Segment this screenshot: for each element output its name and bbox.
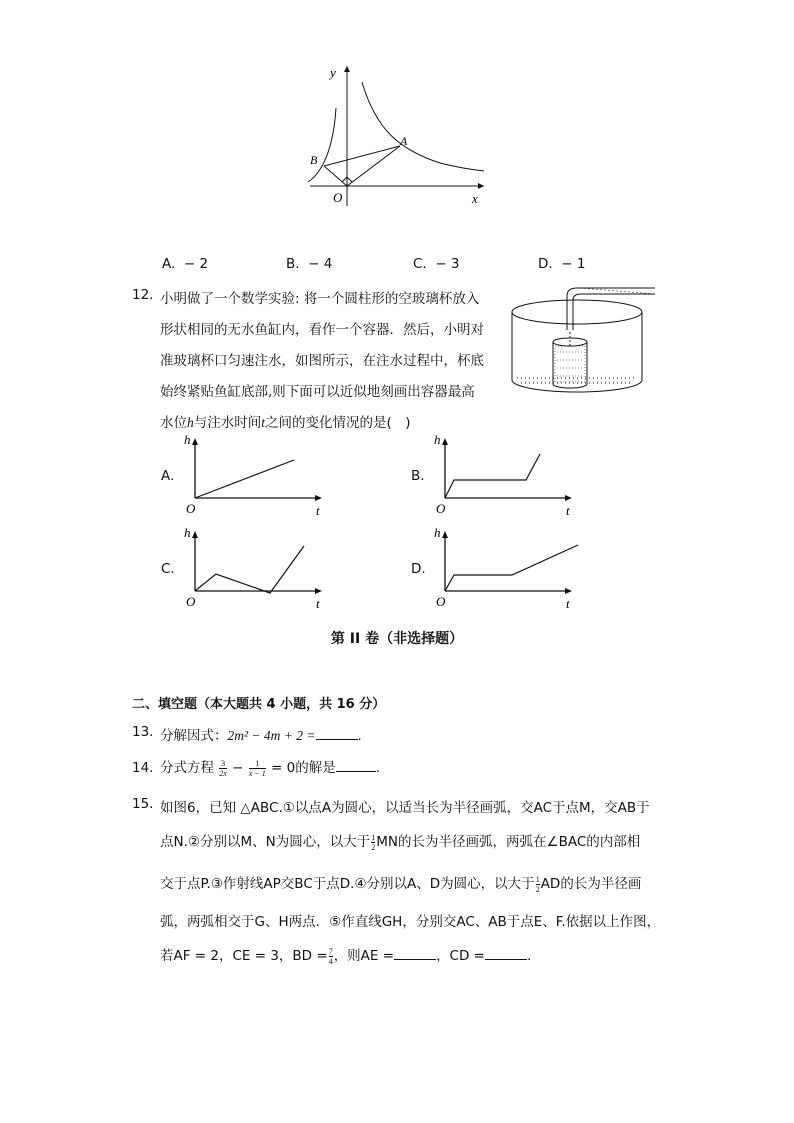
- q14-text: 分式方程 $\frac{3}{2x}$ − $\frac{1}{x - 1}$ = 0的解是 .: [160, 758, 381, 778]
- q11-option-b: B. − 4: [286, 256, 333, 272]
- q13-number: 13.: [132, 724, 154, 740]
- q15-line-4: 弧，两弧相交于G、H两点．⑤作直线GH，分别交AC、AB于点E、F.依据以上作图，: [160, 914, 661, 930]
- o-label: O: [186, 501, 196, 516]
- q12-graph-c: [180, 523, 330, 613]
- q15-line-5: 若AF = 2，CE = 3，BD = $\frac{7}{4}$ ，则AE = ，CD = .: [160, 946, 532, 966]
- q11-option-c: C. − 3: [413, 256, 460, 272]
- hyperbola-figure: [300, 60, 500, 210]
- point-a-label: A: [400, 134, 408, 148]
- q12-option-a-letter: A.: [161, 468, 175, 484]
- q15-number: 15.: [132, 796, 154, 812]
- q12-graph-a: [180, 430, 330, 520]
- q12-line-2: 形状相同的无水鱼缸内，看作一个容器．然后，小明对: [160, 322, 484, 338]
- fish-tank-figure: [505, 282, 665, 397]
- q14-number: 14.: [132, 760, 154, 776]
- part2-heading: 二、填空题（本大题共 4 小题，共 16 分）: [132, 697, 386, 712]
- t-label: t: [316, 503, 320, 518]
- x-axis-label: x: [472, 191, 478, 206]
- q13-answer-blank: [316, 727, 358, 740]
- o-label: O: [186, 594, 196, 609]
- q12-line-3: 准玻璃杯口匀速注水，如图所示，在注水过程中，杯底: [160, 353, 484, 369]
- o-label: O: [436, 501, 446, 516]
- q11-option-d: D. − 1: [538, 256, 586, 272]
- h-label: h: [184, 525, 191, 540]
- q12-graph-b: [430, 430, 580, 520]
- q12-option-d-letter: D.: [411, 561, 426, 577]
- q13-text: 分解因式：2m² − 4m + 2 = .: [160, 728, 362, 744]
- q12-line-4: 始终紧贴鱼缸底部,则下面可以近似地刻画出容器最高: [160, 384, 475, 400]
- t-label: t: [566, 503, 570, 518]
- o-label: O: [436, 594, 446, 609]
- q12-option-b-letter: B.: [411, 468, 425, 484]
- h-label: h: [434, 525, 441, 540]
- q12-number: 12.: [132, 287, 154, 303]
- q15-cd-blank: [485, 947, 527, 960]
- q12-line-5: 水位h与注水时间t之间的变化情况的是( ): [160, 415, 411, 431]
- origin-label: O: [333, 190, 343, 205]
- q12-option-c-letter: C.: [161, 561, 175, 577]
- t-label: t: [566, 596, 570, 611]
- q15-line-3: 交于点P.③作射线AP交BC于点D.④分别以A、D为圆心，以大于 $\frac{1}{2}$ AD的长为半径画: [160, 874, 642, 894]
- q11-option-a: A. − 2: [162, 256, 209, 272]
- q15-line-1: 如图6，已知 △ABC.①以点A为圆心，以适当长为半径画弧，交AC于点M，交AB于: [160, 800, 650, 816]
- q12-graph-d: [430, 523, 580, 613]
- q15-ae-blank: [394, 947, 436, 960]
- t-label: t: [316, 596, 320, 611]
- point-b-label: B: [310, 153, 318, 167]
- q12-line-1: 小明做了一个数学实验: 将一个圆柱形的空玻璃杯放入: [160, 291, 480, 307]
- y-axis-label: y: [330, 65, 336, 80]
- section-title: 第 II 卷（非选择题）: [330, 631, 464, 647]
- h-label: h: [434, 432, 441, 447]
- q15-line-2: 点N.②分别以M、N为圆心，以大于 $\frac{1}{2}$ MN的长为半径画弧，两弧在∠BAC的内部相: [160, 832, 641, 852]
- h-label: h: [184, 432, 191, 447]
- q14-answer-blank: [336, 759, 376, 772]
